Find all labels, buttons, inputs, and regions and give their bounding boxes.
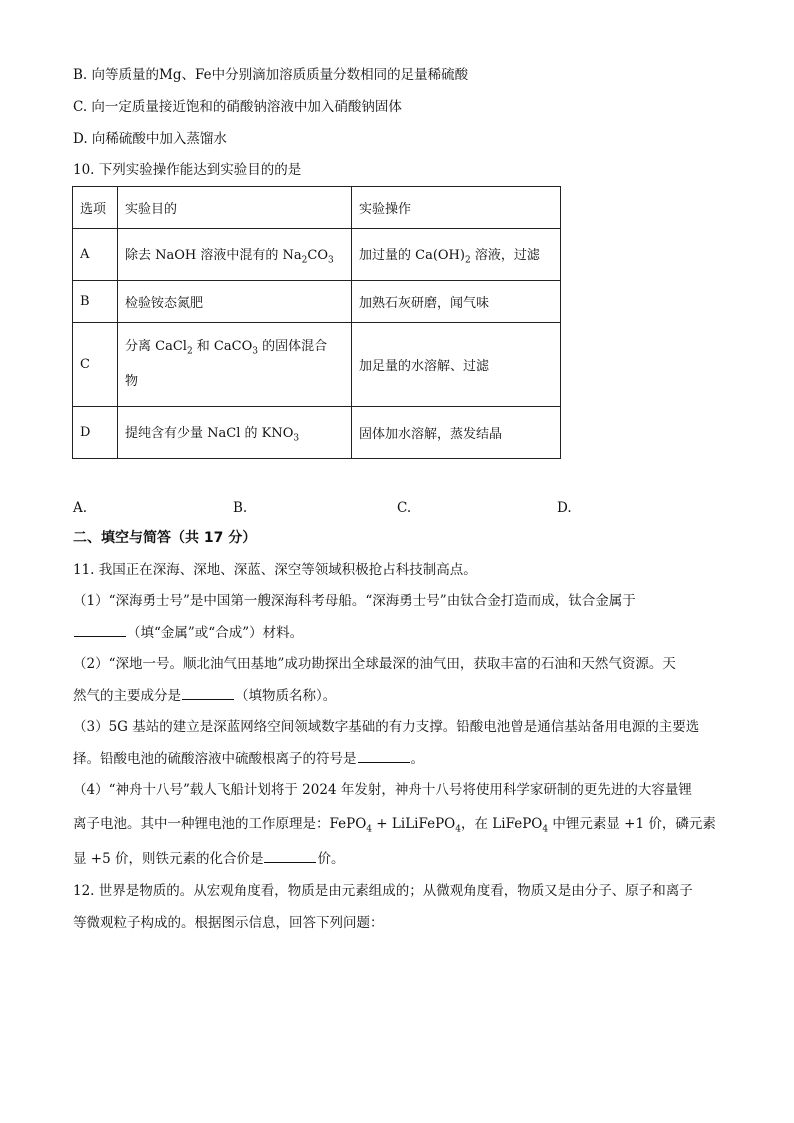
formula-subscript: 4: [366, 824, 373, 835]
header-operation: 实验操作: [352, 187, 561, 229]
row-goal-subscript: 3: [252, 346, 258, 357]
q11-part2-text: （填物质名称）。: [235, 688, 337, 704]
row-goal-text: 除去 NaOH 溶液中混有的 Na: [125, 247, 302, 263]
row-goal-subscript: 3: [293, 433, 300, 444]
row-goal-text: 提纯含有少量 NaCl 的 KNO: [125, 425, 294, 441]
row-option: C: [73, 323, 118, 407]
row-option: D: [73, 407, 118, 459]
header-goal: 实验目的: [118, 187, 352, 229]
q11-part3-text: 。: [410, 751, 424, 767]
row-goal: [118, 407, 352, 459]
row-goal-subscript: 3: [328, 255, 334, 266]
option-d-prev: D. 向稀硫酸中加入蒸馏水: [73, 131, 227, 147]
row-operation: [352, 229, 561, 281]
q11-part4-text: 离子电池。其中一种锂电池的工作原理是：FePO: [73, 816, 367, 832]
row-goal-text: 和 CaCO: [192, 339, 253, 355]
formula-subscript: 4: [455, 824, 461, 835]
row-op-subscript: 2: [464, 255, 471, 266]
row-operation: 固体加水溶解，蒸发结晶: [352, 407, 561, 459]
q11-part3-text: 择。铅酸电池的硫酸溶液中硫酸根离子的符号是: [73, 751, 357, 767]
question-12-line2: 等微观粒子构成的。根据图示信息，回答下列问题：: [73, 915, 384, 931]
row-goal: [118, 323, 352, 407]
row-op-text: 溶液，过滤: [470, 247, 540, 263]
section-title: 二、填空与简答（共 17 分）: [73, 530, 257, 546]
row-op-text: 加过量的 Ca(OH): [359, 247, 465, 263]
option-c-prev: C. 向一定质量接近饱和的硝酸钠溶液中加入硝酸钠固体: [73, 99, 402, 115]
q11-part4-line3: [73, 850, 344, 868]
row-goal-text: 物: [125, 373, 139, 389]
row-goal-subscript: 2: [186, 346, 193, 357]
q11-part4-text: ，在 LiFePO: [461, 816, 543, 832]
q11-part4-line2: [73, 815, 716, 839]
q11-part1-line1: （1）“深海勇士号”是中国第一艘深海科考母船。“深海勇士号”由钛合金打造而成，钛合金属于: [73, 593, 636, 609]
q11-part1-line2: [73, 624, 303, 642]
choice-c[interactable]: C.: [397, 500, 412, 516]
table-row: [73, 323, 561, 407]
option-b-prev: B. 向等质量的Mg、Fe中分别滴加溶质质量分数相同的足量稀硫酸: [73, 67, 469, 83]
row-option: A: [73, 229, 118, 281]
question-10-stem: 10. 下列实验操作能达到实验目的的是: [73, 162, 302, 178]
experiment-table: [72, 186, 561, 459]
choice-a[interactable]: A.: [73, 500, 88, 516]
answer-blank[interactable]: [74, 624, 126, 637]
header-option: 选项: [73, 187, 118, 229]
row-operation: 加熟石灰研磨，闻气味: [352, 281, 561, 323]
q11-part2-line1: （2）“深地一号。顺北油气田基地”成功勘探出全球最深的油气田，获取丰富的石油和天然气资源。天: [73, 656, 676, 672]
answer-blank[interactable]: [182, 687, 234, 700]
question-12-line1: 12. 世界是物质的。从宏观角度看，物质是由元素组成的；从微观角度看，物质又是由分子、原子和离子: [73, 883, 693, 899]
table-row: [73, 229, 561, 281]
row-goal-text: 分离 CaCl: [125, 339, 187, 355]
formula-subscript: 4: [542, 824, 549, 835]
choice-b[interactable]: B.: [233, 500, 248, 516]
row-goal-subscript: 2: [301, 255, 308, 266]
table-row: [73, 407, 561, 459]
row-goal-text: 的固体混合: [257, 339, 328, 355]
q11-part4-line1: （4）“神舟十八号”载人飞船计划将于 2024 年发射，神舟十八号将使用科学家研制的更先进的大容量锂: [73, 782, 692, 798]
answer-blank[interactable]: [264, 850, 316, 863]
table-header-row: [73, 187, 561, 229]
q11-part4-text: 价。: [317, 851, 345, 867]
answer-blank[interactable]: [358, 750, 410, 763]
q11-part2-text: 然气的主要成分是: [73, 688, 181, 704]
q11-part1-text: （填“金属”或“合成”）材料。: [127, 625, 304, 641]
q11-part4-text: 显 +5 价，则铁元素的化合价是: [73, 851, 264, 867]
q11-part4-text: 中锂元素显 +1 价，磷元素: [548, 816, 716, 832]
row-goal: [118, 229, 352, 281]
q11-part2-line2: [73, 687, 336, 705]
q11-part3-line1: （3）5G 基站的建立是深蓝网络空间领域数字基础的有力支撑。铅酸电池曾是通信基站备用电源的主要选: [73, 719, 700, 735]
question-11-stem: 11. 我国正在深海、深地、深蓝、深空等领域积极抢占科技制高点。: [73, 562, 477, 578]
table-row: [73, 281, 561, 323]
row-goal: 检验铵态氮肥: [118, 281, 352, 323]
q11-part4-text: + Li: [372, 816, 406, 832]
q11-part4-text: LiFePO: [405, 816, 456, 832]
row-operation: 加足量的水溶解、过滤: [352, 323, 561, 407]
choice-d[interactable]: D.: [557, 500, 572, 516]
row-option: B: [73, 281, 118, 323]
q11-part3-line2: [73, 750, 424, 768]
row-goal-text: CO: [307, 247, 328, 263]
